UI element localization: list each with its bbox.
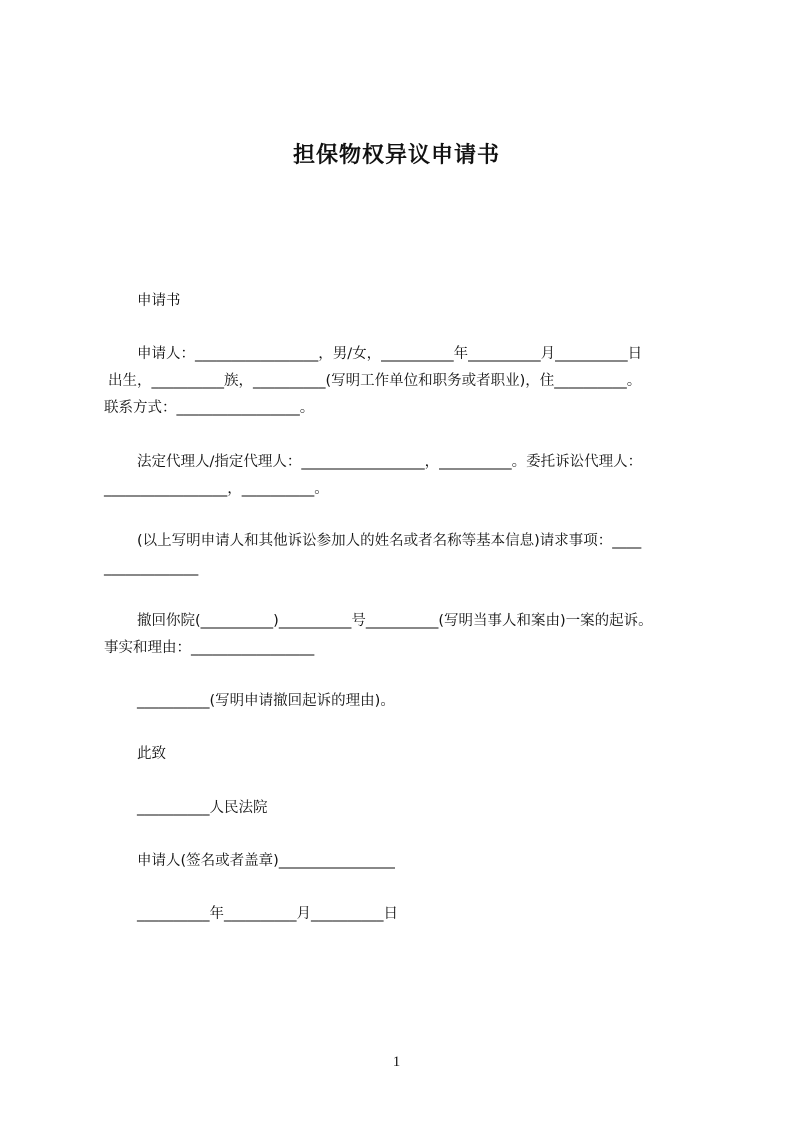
withdraw-line-1: 撤回你院(__________)__________号__________(写明当事人和案由)一案的起诉。: [137, 613, 653, 629]
agent-line-2: _________________，__________。: [104, 481, 329, 497]
request-line-2: _____________: [104, 560, 199, 576]
facts-reasons-line: 事实和理由：_________________: [104, 640, 315, 656]
reason-line: __________(写明申请撤回起诉的理由)。: [137, 693, 395, 709]
applicant-line-1: 申请人：_________________，男/女，__________年__________月__________日: [137, 346, 643, 362]
date-line: __________年__________月__________日: [137, 906, 398, 922]
applicant-line-2: 出生，__________族，__________(写明工作单位和职务或者职业)，住__________。: [108, 373, 642, 389]
agent-line-1: 法定代理人/指定代理人：_________________，__________。委托诉讼代理人：: [137, 454, 643, 470]
applicant-contact-line: 联系方式：_________________。: [104, 400, 315, 416]
request-line-1: (以上写明申请人和其他诉讼参加人的姓名或者名称等基本信息)请求事项：____: [137, 533, 642, 549]
signature-line: 申请人(签名或者盖章)________________: [137, 853, 395, 869]
salutation: 此致: [137, 746, 166, 762]
page-number: 1: [392, 1054, 401, 1070]
section-heading: 申请书: [137, 293, 181, 309]
court-line: __________人民法院: [137, 800, 268, 816]
document-title: 担保物权异议申请书: [292, 143, 500, 168]
